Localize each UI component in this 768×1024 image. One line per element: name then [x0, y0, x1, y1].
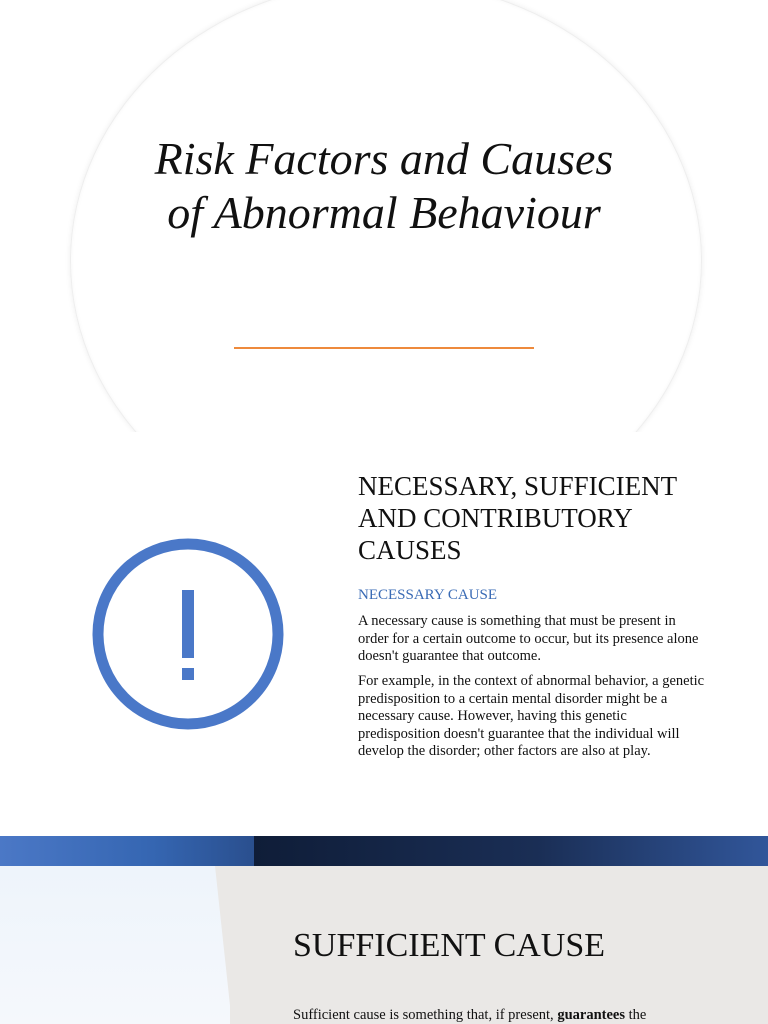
- title-slide: [0, 0, 768, 432]
- section-heading: [358, 470, 738, 566]
- section-heading-line-1: NECESSARY, SUFFICIENT: [358, 471, 678, 501]
- divider-right-segment: [254, 836, 768, 866]
- sufficient-cause-definition: [293, 1007, 753, 1024]
- causes-slide: [0, 432, 768, 836]
- necessary-cause-definition: A necessary cause is something that must be present in order for a certain outcome to occur, but its presence alone doesn't guarantee that outcome.: [358, 613, 699, 664]
- definition-text-end: the: [624, 1007, 647, 1023]
- necessary-cause-example: For example, in the context of abnormal behavior, a genetic predisposition to a certain mental disorder might be a necessary cause. However, having this genetic predisposition doesn't guarantee that the individual will develop the disorder; other factors are also at play.: [358, 673, 705, 759]
- slide-title-line-1: Risk Factors and Causes: [154, 133, 614, 184]
- divider-left-segment: [0, 836, 254, 866]
- decorative-left-panel: [0, 866, 230, 1024]
- section-heading-line-3: CAUSES: [358, 535, 462, 565]
- accent-rule: [234, 347, 534, 349]
- slide-title: [90, 132, 678, 240]
- section-heading-line-2: AND CONTRIBUTORY: [358, 503, 633, 533]
- definition-text-bold: guarantees: [557, 1007, 625, 1023]
- slide-title-line-2: of Abnormal Behaviour: [167, 187, 601, 238]
- exclamation-circle-icon: [90, 536, 286, 732]
- definition-text-start: Sufficient cause is something that, if present,: [293, 1007, 558, 1023]
- sufficient-cause-slide: [0, 866, 768, 1024]
- necessary-cause-subheading: NECESSARY CAUSE: [358, 587, 498, 603]
- slide-divider-bar: [0, 836, 768, 866]
- sufficient-cause-heading: SUFFICIENT CAUSE: [293, 927, 606, 964]
